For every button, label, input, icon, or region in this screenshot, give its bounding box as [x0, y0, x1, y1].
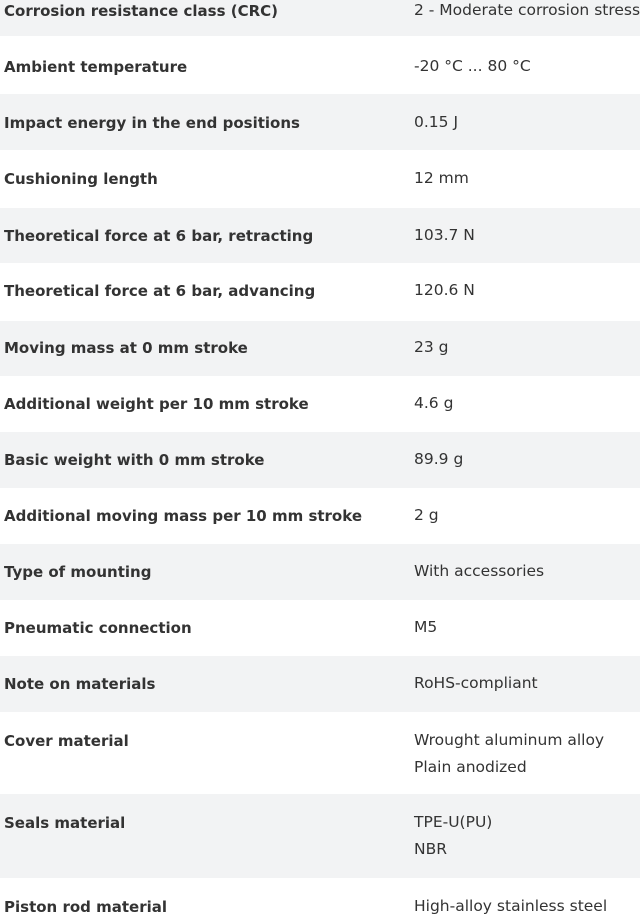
row-label: Additional moving mass per 10 mm stroke	[4, 507, 362, 525]
row-value	[414, 109, 458, 136]
row-value	[414, 614, 437, 641]
row-value	[414, 222, 475, 249]
row-value	[414, 558, 544, 585]
row-label: Cover material	[4, 732, 129, 750]
row-value-line: 12 mm	[414, 169, 469, 187]
row-value	[414, 809, 492, 863]
table-row	[0, 656, 640, 712]
table-row	[0, 878, 640, 917]
row-value-line: NBR	[414, 840, 447, 858]
row-value-line: 4.6 g	[414, 394, 454, 412]
row-label: Type of mounting	[4, 563, 152, 581]
row-value-line: With accessories	[414, 562, 545, 580]
row-value-line: TPE-U(PU)	[414, 813, 493, 831]
table-row	[0, 263, 640, 321]
table-row	[0, 150, 640, 208]
row-label: Corrosion resistance class (CRC)	[4, 2, 279, 20]
row-value-line: 0.15 J	[414, 113, 459, 131]
row-value-line: High-alloy stainless steel	[414, 897, 608, 915]
row-value	[414, 165, 469, 192]
row-label: Seals material	[4, 814, 126, 832]
row-value-line: 2 g	[414, 506, 439, 524]
table-row	[0, 544, 640, 600]
row-value	[414, 53, 531, 80]
row-value	[414, 446, 463, 473]
table-row	[0, 794, 640, 878]
row-label: Note on materials	[4, 675, 156, 693]
table-row	[0, 94, 640, 150]
row-value-line: 2 - Moderate corrosion stress	[414, 1, 640, 19]
table-row	[0, 600, 640, 656]
row-value	[414, 670, 538, 697]
table-row	[0, 36, 640, 94]
row-label: Theoretical force at 6 bar, retracting	[4, 227, 314, 245]
row-label: Impact energy in the end positions	[4, 114, 300, 132]
row-value-line: M5	[414, 618, 438, 636]
table-row	[0, 208, 640, 263]
row-value-line: Wrought aluminum alloy	[414, 731, 605, 749]
row-label: Basic weight with 0 mm stroke	[4, 451, 265, 469]
row-label: Moving mass at 0 mm stroke	[4, 339, 248, 357]
row-value	[414, 727, 604, 781]
row-value	[414, 502, 439, 529]
row-label: Cushioning length	[4, 170, 158, 188]
table-row	[0, 0, 640, 36]
row-label: Theoretical force at 6 bar, advancing	[4, 282, 316, 300]
table-row	[0, 488, 640, 544]
row-value-line: 89.9 g	[414, 450, 464, 468]
row-value-line: Plain anodized	[414, 758, 527, 776]
row-value	[414, 0, 640, 24]
row-value	[414, 390, 453, 417]
row-value-line: 103.7 N	[414, 226, 475, 244]
row-label: Additional weight per 10 mm stroke	[4, 395, 309, 413]
table-row	[0, 432, 640, 488]
row-value	[414, 334, 449, 361]
row-value-line: 120.6 N	[414, 281, 475, 299]
table-row	[0, 376, 640, 432]
row-value-line: RoHS-compliant	[414, 674, 538, 692]
table-row	[0, 321, 640, 376]
row-label: Pneumatic connection	[4, 619, 192, 637]
row-value	[414, 893, 607, 917]
row-label: Ambient temperature	[4, 58, 188, 76]
row-value	[414, 277, 475, 304]
table-row	[0, 712, 640, 794]
row-value-line: 23 g	[414, 338, 449, 356]
row-value-line: -20 °C ... 80 °C	[414, 57, 531, 75]
row-label: Piston rod material	[4, 898, 168, 916]
